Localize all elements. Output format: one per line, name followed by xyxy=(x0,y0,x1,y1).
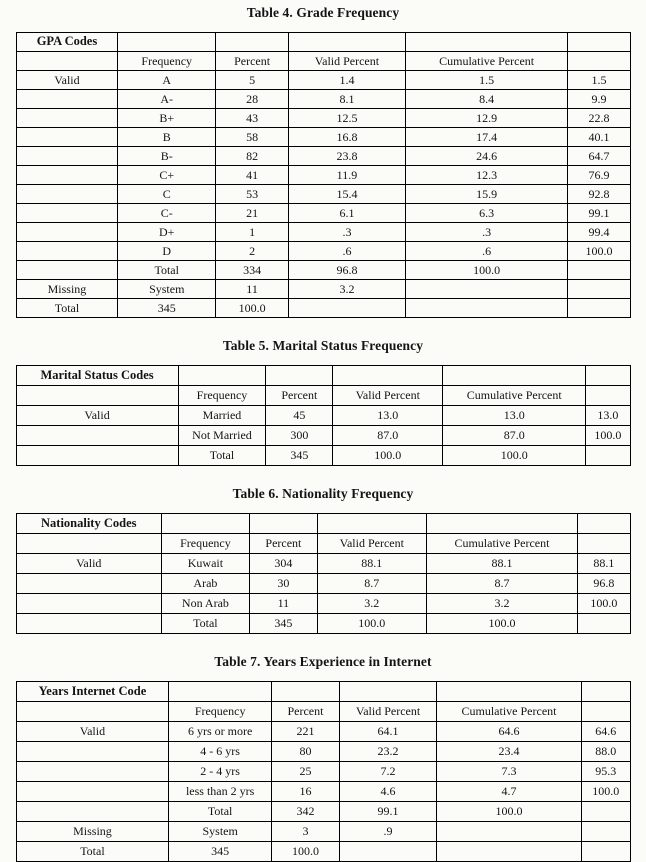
table-section xyxy=(0,654,646,862)
table-cell xyxy=(16,742,169,762)
table-cell: 43 xyxy=(216,109,289,128)
table-cell xyxy=(16,147,118,166)
table-section xyxy=(0,5,646,318)
table-cell: Percent xyxy=(216,52,289,71)
table-cell: 82 xyxy=(216,147,289,166)
column-header-row xyxy=(16,386,630,406)
data-row xyxy=(16,204,630,223)
table-section xyxy=(0,338,646,466)
table-cell xyxy=(16,762,169,782)
table-cell: 99.4 xyxy=(568,223,630,242)
table-cell xyxy=(437,682,582,702)
table-cell: 6.3 xyxy=(405,204,568,223)
table-cell: Valid xyxy=(16,406,178,426)
table-cell xyxy=(568,261,630,280)
table-cell: less than 2 yrs xyxy=(169,782,272,802)
table-cell: 15.9 xyxy=(405,185,568,204)
table-cell: 8.7 xyxy=(426,574,578,594)
table-cell: 87.0 xyxy=(443,426,586,446)
table-cell: 13.0 xyxy=(586,406,630,426)
table-cell: Frequency xyxy=(178,386,266,406)
table-cell: 23.2 xyxy=(340,742,437,762)
table-cell: 100.0 xyxy=(426,614,578,634)
table-cell: 24.6 xyxy=(405,147,568,166)
table-cell: 23.4 xyxy=(437,742,582,762)
table-cell xyxy=(443,366,586,386)
table-cell: Total xyxy=(178,446,266,466)
table-cell xyxy=(581,822,630,842)
column-header-row xyxy=(16,52,630,71)
table-cell: 99.1 xyxy=(568,204,630,223)
table-cell xyxy=(16,185,118,204)
data-row xyxy=(16,166,630,185)
table-cell: 23.8 xyxy=(289,147,406,166)
table-cell: 345 xyxy=(169,842,272,862)
table-cell xyxy=(340,842,437,862)
table-cell xyxy=(581,842,630,862)
table-cell: Cumulative Percent xyxy=(443,386,586,406)
table-cell xyxy=(586,446,630,466)
table-cell: 96.8 xyxy=(289,261,406,280)
table-cell xyxy=(317,514,426,534)
table-cell: Valid Percent xyxy=(317,534,426,554)
table-cell: Valid Percent xyxy=(333,386,443,406)
table-cell: 100.0 xyxy=(443,446,586,466)
table-cell: 3.2 xyxy=(426,594,578,614)
table-cell xyxy=(16,802,169,822)
table-cell: 100.0 xyxy=(586,426,630,446)
table-cell: 92.8 xyxy=(568,185,630,204)
table-cell: 3 xyxy=(271,822,339,842)
table-cell: 100.0 xyxy=(216,299,289,318)
table-cell: 100.0 xyxy=(568,242,630,261)
data-row xyxy=(16,762,630,782)
corner-label-cell: Marital Status Codes xyxy=(16,366,178,386)
table-cell xyxy=(405,33,568,52)
table-cell: C xyxy=(118,185,216,204)
table-cell: 6 yrs or more xyxy=(169,722,272,742)
table-cell xyxy=(16,594,162,614)
data-row xyxy=(16,299,630,318)
table-cell: 8.4 xyxy=(405,90,568,109)
table-cell: 2 - 4 yrs xyxy=(169,762,272,782)
table-cell: 30 xyxy=(249,574,317,594)
table-cell: B xyxy=(118,128,216,147)
table-cell xyxy=(405,299,568,318)
table-cell: Married xyxy=(178,406,266,426)
table-cell: 80 xyxy=(271,742,339,762)
table-cell: System xyxy=(169,822,272,842)
table-cell: 64.6 xyxy=(437,722,582,742)
table-cell xyxy=(437,822,582,842)
data-row xyxy=(16,109,630,128)
table-cell xyxy=(586,386,630,406)
table-cell: 88.1 xyxy=(426,554,578,574)
table-cell xyxy=(578,534,630,554)
table-cell: Valid Percent xyxy=(289,52,406,71)
data-row xyxy=(16,614,630,634)
table-cell xyxy=(16,574,162,594)
table-cell: D xyxy=(118,242,216,261)
table-cell: 8.1 xyxy=(289,90,406,109)
data-row xyxy=(16,261,630,280)
corner-row xyxy=(16,682,630,702)
table-cell: C+ xyxy=(118,166,216,185)
table-cell: Cumulative Percent xyxy=(405,52,568,71)
table-cell xyxy=(568,33,630,52)
table-cell xyxy=(169,682,272,702)
data-row xyxy=(16,185,630,204)
table-cell: 22.8 xyxy=(568,109,630,128)
data-row xyxy=(16,280,630,299)
data-row xyxy=(16,742,630,762)
table-cell: 1.4 xyxy=(289,71,406,90)
table-cell: Valid xyxy=(16,722,169,742)
table-title: Table 4. Grade Frequency xyxy=(246,5,400,20)
table-cell: 304 xyxy=(249,554,317,574)
table-cell: 17.4 xyxy=(405,128,568,147)
table-cell: 5 xyxy=(216,71,289,90)
table-cell: 300 xyxy=(266,426,333,446)
corner-row xyxy=(16,366,630,386)
table-cell xyxy=(340,682,437,702)
table-cell: C- xyxy=(118,204,216,223)
table-cell xyxy=(16,702,169,722)
data-row xyxy=(16,782,630,802)
table-cell xyxy=(578,514,630,534)
table-cell: 64.7 xyxy=(568,147,630,166)
table-cell: 53 xyxy=(216,185,289,204)
table-cell xyxy=(16,204,118,223)
table-cell: 76.9 xyxy=(568,166,630,185)
table-cell: Frequency xyxy=(162,534,250,554)
table-cell: 64.6 xyxy=(581,722,630,742)
table-cell: 7.2 xyxy=(340,762,437,782)
table-cell: Valid xyxy=(16,71,118,90)
table-cell: 88.1 xyxy=(317,554,426,574)
table-cell: 25 xyxy=(271,762,339,782)
frequency-table xyxy=(16,681,631,862)
table-cell: Kuwait xyxy=(162,554,250,574)
table-cell: Frequency xyxy=(169,702,272,722)
table-cell: 45 xyxy=(266,406,333,426)
table-cell: .6 xyxy=(289,242,406,261)
table-cell xyxy=(581,702,630,722)
table-cell: 1.5 xyxy=(405,71,568,90)
table-cell: 13.0 xyxy=(333,406,443,426)
table-cell xyxy=(405,280,568,299)
table-cell: .6 xyxy=(405,242,568,261)
table-cell xyxy=(271,682,339,702)
table-cell: Arab xyxy=(162,574,250,594)
data-row xyxy=(16,242,630,261)
table-cell xyxy=(568,299,630,318)
table-cell: 345 xyxy=(266,446,333,466)
table-cell: 345 xyxy=(118,299,216,318)
table-cell xyxy=(16,782,169,802)
table-cell: A- xyxy=(118,90,216,109)
table-cell: 40.1 xyxy=(568,128,630,147)
table-cell: B+ xyxy=(118,109,216,128)
table-cell: Cumulative Percent xyxy=(437,702,582,722)
table-section xyxy=(0,486,646,634)
table-cell: 87.0 xyxy=(333,426,443,446)
table-cell xyxy=(289,33,406,52)
table-cell: 221 xyxy=(271,722,339,742)
table-cell xyxy=(426,514,578,534)
table-cell: 100.0 xyxy=(581,782,630,802)
table-cell xyxy=(16,534,162,554)
table-cell: 11.9 xyxy=(289,166,406,185)
table-cell: Total xyxy=(169,802,272,822)
table-cell: 100.0 xyxy=(405,261,568,280)
table-cell: Valid Percent xyxy=(340,702,437,722)
table-cell: .3 xyxy=(289,223,406,242)
table-cell: Frequency xyxy=(118,52,216,71)
table-cell xyxy=(16,446,178,466)
table-cell xyxy=(16,386,178,406)
table-cell: 13.0 xyxy=(443,406,586,426)
data-row xyxy=(16,71,630,90)
tables-container xyxy=(0,5,646,862)
table-cell xyxy=(581,802,630,822)
table-cell: 345 xyxy=(249,614,317,634)
table-cell: Missing xyxy=(16,280,118,299)
table-cell: .9 xyxy=(340,822,437,842)
table-cell xyxy=(16,242,118,261)
table-cell: Total xyxy=(162,614,250,634)
table-cell xyxy=(162,514,250,534)
table-cell: Valid xyxy=(16,554,162,574)
table-cell: 9.9 xyxy=(568,90,630,109)
table-cell: 100.0 xyxy=(578,594,630,614)
table-cell xyxy=(16,261,118,280)
table-cell: 1 xyxy=(216,223,289,242)
table-cell: 334 xyxy=(216,261,289,280)
table-cell: 3.2 xyxy=(289,280,406,299)
table-cell: Non Arab xyxy=(162,594,250,614)
data-row xyxy=(16,842,630,862)
table-cell: A xyxy=(118,71,216,90)
data-row xyxy=(16,406,630,426)
table-cell xyxy=(16,90,118,109)
corner-row xyxy=(16,33,630,52)
table-cell: 11 xyxy=(249,594,317,614)
table-cell: 88.0 xyxy=(581,742,630,762)
corner-label-cell: GPA Codes xyxy=(16,33,118,52)
table-cell: 6.1 xyxy=(289,204,406,223)
table-cell xyxy=(16,223,118,242)
corner-label-cell: Nationality Codes xyxy=(16,514,162,534)
table-cell xyxy=(437,842,582,862)
table-cell xyxy=(118,33,216,52)
data-row xyxy=(16,128,630,147)
table-cell: 12.5 xyxy=(289,109,406,128)
table-cell: 16.8 xyxy=(289,128,406,147)
data-row xyxy=(16,223,630,242)
column-header-row xyxy=(16,702,630,722)
data-row xyxy=(16,802,630,822)
table-cell: 8.7 xyxy=(317,574,426,594)
table-cell: 99.1 xyxy=(340,802,437,822)
table-cell: Total xyxy=(118,261,216,280)
table-cell xyxy=(16,109,118,128)
table-cell: 41 xyxy=(216,166,289,185)
table-cell: 12.9 xyxy=(405,109,568,128)
table-cell: 96.8 xyxy=(578,574,630,594)
corner-label-cell: Years Internet Code xyxy=(16,682,169,702)
frequency-table xyxy=(16,365,631,466)
table-cell: 58 xyxy=(216,128,289,147)
table-cell: 100.0 xyxy=(317,614,426,634)
table-cell xyxy=(578,614,630,634)
table-cell: 11 xyxy=(216,280,289,299)
table-cell: 95.3 xyxy=(581,762,630,782)
column-header-row xyxy=(16,534,630,554)
table-cell xyxy=(568,280,630,299)
frequency-table xyxy=(16,32,631,318)
table-cell: Missing xyxy=(16,822,169,842)
table-cell: .3 xyxy=(405,223,568,242)
table-cell: 4.6 xyxy=(340,782,437,802)
table-cell: B- xyxy=(118,147,216,166)
table-cell: 16 xyxy=(271,782,339,802)
table-cell: Percent xyxy=(271,702,339,722)
table-cell: D+ xyxy=(118,223,216,242)
data-row xyxy=(16,722,630,742)
table-cell: Percent xyxy=(249,534,317,554)
data-row xyxy=(16,554,630,574)
table-cell: 7.3 xyxy=(437,762,582,782)
table-title: Table 6. Nationality Frequency xyxy=(232,486,414,501)
table-cell xyxy=(16,52,118,71)
table-title: Table 7. Years Experience in Internet xyxy=(214,654,432,669)
table-cell: 2 xyxy=(216,242,289,261)
table-cell: 100.0 xyxy=(333,446,443,466)
table-cell: Total xyxy=(16,299,118,318)
table-cell xyxy=(333,366,443,386)
table-cell xyxy=(16,166,118,185)
table-cell xyxy=(16,128,118,147)
table-cell: 88.1 xyxy=(578,554,630,574)
table-cell xyxy=(16,614,162,634)
table-cell xyxy=(289,299,406,318)
table-cell xyxy=(178,366,266,386)
frequency-table xyxy=(16,513,631,634)
data-row xyxy=(16,594,630,614)
table-cell xyxy=(249,514,317,534)
table-cell: 15.4 xyxy=(289,185,406,204)
data-row xyxy=(16,822,630,842)
table-cell: 4.7 xyxy=(437,782,582,802)
table-cell xyxy=(216,33,289,52)
table-cell: 12.3 xyxy=(405,166,568,185)
data-row xyxy=(16,426,630,446)
table-cell: Total xyxy=(16,842,169,862)
data-row xyxy=(16,147,630,166)
table-cell xyxy=(266,366,333,386)
table-cell: 1.5 xyxy=(568,71,630,90)
data-row xyxy=(16,90,630,109)
table-cell: 100.0 xyxy=(271,842,339,862)
table-cell xyxy=(16,426,178,446)
data-row xyxy=(16,446,630,466)
corner-row xyxy=(16,514,630,534)
table-cell: 64.1 xyxy=(340,722,437,742)
data-row xyxy=(16,574,630,594)
table-cell xyxy=(581,682,630,702)
table-cell: 342 xyxy=(271,802,339,822)
table-cell: Cumulative Percent xyxy=(426,534,578,554)
table-cell: 21 xyxy=(216,204,289,223)
table-cell xyxy=(568,52,630,71)
table-cell: System xyxy=(118,280,216,299)
table-cell: 3.2 xyxy=(317,594,426,614)
table-cell: Percent xyxy=(266,386,333,406)
table-title: Table 5. Marital Status Frequency xyxy=(222,338,424,353)
table-cell: 28 xyxy=(216,90,289,109)
table-cell: 4 - 6 yrs xyxy=(169,742,272,762)
table-cell xyxy=(586,366,630,386)
table-cell: Not Married xyxy=(178,426,266,446)
table-cell: 100.0 xyxy=(437,802,582,822)
